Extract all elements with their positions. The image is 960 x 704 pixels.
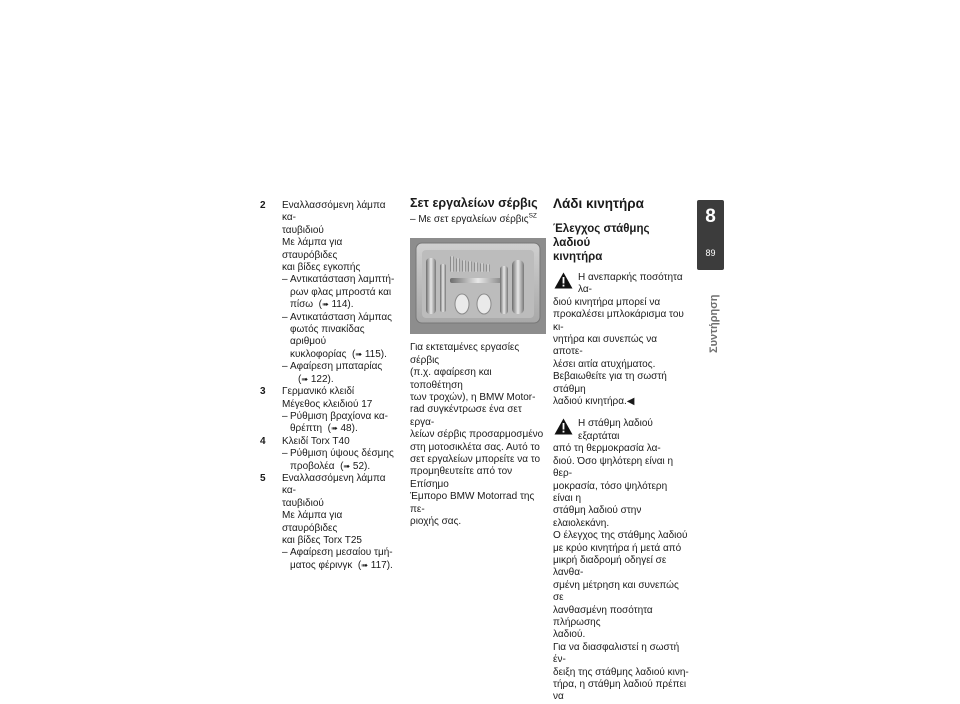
sub-item-line: κυκλοφορίας (➠ 115).	[290, 348, 387, 360]
section-heading: Σετ εργαλείων σέρβις	[410, 196, 538, 210]
dash-bullet: –	[282, 274, 288, 286]
sub-item-remove-fairing-middle	[260, 547, 396, 572]
warning-icon	[554, 272, 573, 289]
warning-line: λαδιού κινητήρα.◀	[553, 396, 635, 408]
warning-line: Η ανεπαρκής ποσότητα λα-	[578, 272, 683, 296]
subsection-heading: Έλεγχος στάθμης λαδιού κινητήρα	[553, 223, 650, 263]
paragraph-line: Έμπορο BMW Motorrad της πε-	[410, 491, 535, 515]
item-text-line: ταυβιδιού	[282, 224, 324, 236]
warning-line: διού κινητήρα μπορεί να	[553, 296, 661, 308]
page-ref-arrow-icon: ➠	[301, 374, 309, 384]
chapter-tab	[697, 200, 724, 270]
tool-item-3	[260, 386, 396, 411]
sub-item-line: Αφαίρεση μεσαίου τμή-	[290, 547, 393, 559]
item-text-line: Κλειδί Torx T40	[282, 435, 350, 447]
page-ref[interactable]: 115).	[364, 348, 387, 360]
dash-bullet: –	[282, 448, 288, 460]
item-number: 2	[260, 200, 266, 211]
sub-item-line: ματος φέρινγκ (➠ 117).	[290, 559, 393, 571]
sub-item-line: πίσω (➠ 114).	[290, 299, 354, 311]
service-kit-paragraph	[410, 342, 546, 528]
warning-line: προκαλέσει μπλοκάρισμα του κι-	[553, 309, 684, 333]
warning-line: στάθμη λαδιού στην ελαιολεκάνη.	[553, 505, 642, 529]
sub-item-replace-turn-signal-bulbs	[260, 274, 396, 311]
item-text-line: Μέγεθος κλειδιού 17	[282, 398, 373, 410]
sub-item-line: θρέπτη (➠ 48).	[290, 423, 358, 435]
warning-line: Βεβαιωθείτε για τη σωστή στάθμη	[553, 371, 667, 395]
paragraph-line: προμηθευτείτε από τον Επίσημο	[410, 466, 513, 490]
sub-item-headlight-beam-adjust	[260, 448, 396, 473]
sub-item-line: προβολέα (➠ 52).	[290, 460, 371, 472]
warning-line: μοκρασία, τόσο ψηλότερη είναι η	[553, 480, 668, 504]
page-ref-arrow-icon: ➠	[343, 461, 351, 471]
paragraph-line: στη μοτοσικλέτα σας. Αυτό το	[410, 441, 540, 453]
item-text-line: Εναλλασσόμενη λάμπα κα-	[282, 200, 386, 224]
item-text-line: Με λάμπα για σταυρόβιδες	[282, 237, 343, 261]
warning-block-1	[553, 272, 689, 408]
page-ref-arrow-icon: ➠	[331, 424, 338, 434]
dash-bullet: –	[282, 410, 288, 422]
item-text-line: και βίδες Torx T25	[282, 534, 362, 546]
sub-item-replace-license-plate-bulb	[260, 312, 396, 362]
warning-block-2	[553, 418, 689, 703]
service-kit-column	[410, 196, 546, 529]
warning-line: δειξη της στάθμης λαδιού κινη-	[553, 666, 689, 678]
tool-item-5	[260, 473, 396, 547]
paragraph-line: σετ εργαλείων μπορείτε να το	[410, 454, 541, 466]
page-ref[interactable]: 52).	[352, 460, 371, 472]
item-text-line: ταυβιδιού	[282, 497, 324, 509]
equipment-bullet: – Με σετ εργαλείων σέρβις$^{SZ}$	[410, 212, 537, 225]
page-ref-arrow-icon: ➠	[355, 349, 363, 359]
sub-item-line: Ρύθμιση ύψους δέσμης	[290, 448, 394, 460]
paragraph-line: rad συγκέντρωσε ένα σετ εργα-	[410, 404, 522, 428]
warning-line: λαδιού.	[553, 629, 586, 641]
warning-line: σμένη μέτρηση και συνεπώς σε	[553, 579, 679, 604]
sub-item-line: (➠ 122).	[298, 373, 334, 385]
warning-line: Η στάθμη λαδιού εξαρτάται	[578, 418, 653, 442]
item-text-line: Γερμανικό κλειδί	[282, 386, 355, 398]
item-text-line: Εναλλασσόμενη λάμπα κα-	[282, 472, 386, 497]
warning-line: με κρύο κινητήρα ή μετά από	[553, 542, 682, 554]
item-text-line: Με λάμπα για σταυρόβιδες	[282, 510, 343, 534]
sub-item-remove-battery	[260, 361, 396, 386]
warning-line: τήρα, η στάθμη λαδιού πρέπει να	[553, 679, 687, 703]
service-kit-photo	[410, 238, 546, 334]
warning-icon	[554, 418, 573, 435]
page-number: 89	[705, 248, 716, 258]
item-number: 5	[260, 472, 266, 484]
tool-case-illustration	[410, 238, 546, 334]
tool-list-column	[260, 200, 396, 572]
warning-line: μικρή διαδρομή οδηγεί σε λανθα-	[553, 554, 667, 579]
sub-item-line: ρων φλας μπροστά και	[290, 286, 392, 298]
dash-bullet: –	[282, 361, 288, 373]
page-ref[interactable]: 48).	[340, 423, 358, 435]
warning-line: Ο έλεγχος της στάθμης λαδιού	[553, 530, 688, 542]
page-ref-arrow-icon: ➠	[322, 300, 329, 310]
sub-item-line: Ρύθμιση βραχίονα κα-	[290, 410, 388, 422]
page-ref[interactable]: 122).	[310, 373, 334, 385]
dash-bullet: –	[282, 311, 288, 323]
warning-line: νητήρα και συνεπώς να αποτε-	[553, 334, 658, 358]
paragraph-line: των τροχών), η BMW Motor-	[410, 392, 536, 404]
sub-item-line: Αφαίρεση μπαταρίας	[290, 361, 383, 373]
warning-line: από τη θερμοκρασία λα-	[553, 443, 661, 455]
chapter-number: 8	[705, 206, 716, 227]
item-text-line: και βίδες εγκοπής	[282, 262, 361, 274]
item-number: 4	[260, 435, 266, 447]
engine-oil-column	[553, 196, 689, 704]
sub-item-mirror-arm-adjust	[260, 411, 396, 436]
section-heading: Λάδι κινητήρα	[553, 196, 644, 211]
warning-line: διού. Όσο ψηλότερη είναι η θερ-	[553, 455, 674, 480]
sub-item-line: φωτός πινακίδας αριθμού	[290, 324, 365, 348]
paragraph-line: ριοχής σας.	[410, 516, 462, 528]
sub-item-line: Αντικατάσταση λάμπας	[290, 311, 392, 323]
paragraph-line: Για εκτεταμένες εργασίες σέρβις	[410, 342, 520, 366]
tool-item-2	[260, 200, 396, 274]
page-ref[interactable]: 117).	[370, 559, 393, 571]
chapter-title-vertical: Συντήρηση	[708, 294, 720, 353]
page-ref[interactable]: 114).	[331, 299, 354, 311]
equipment-superscript: SZ	[528, 212, 537, 220]
warning-line: λέσει αιτία ατυχήματος.	[553, 358, 656, 370]
item-number: 3	[260, 386, 266, 398]
paragraph-line: (π.χ. αφαίρεση και τοποθέτηση	[410, 367, 492, 391]
paragraph-line: λείων σέρβις προσαρμοσμένο	[410, 429, 544, 441]
dash-bullet: –	[282, 547, 288, 559]
page-ref-arrow-icon: ➠	[361, 560, 368, 570]
tool-item-4	[260, 436, 396, 448]
sub-item-line: Αντικατάσταση λαμπτή-	[290, 274, 395, 286]
warning-line: Για να διασφαλιστεί η σωστή έν-	[553, 641, 680, 666]
warning-line: λανθασμένη ποσότητα πλήρωσης	[553, 604, 653, 628]
chapter-side-label	[707, 296, 721, 356]
